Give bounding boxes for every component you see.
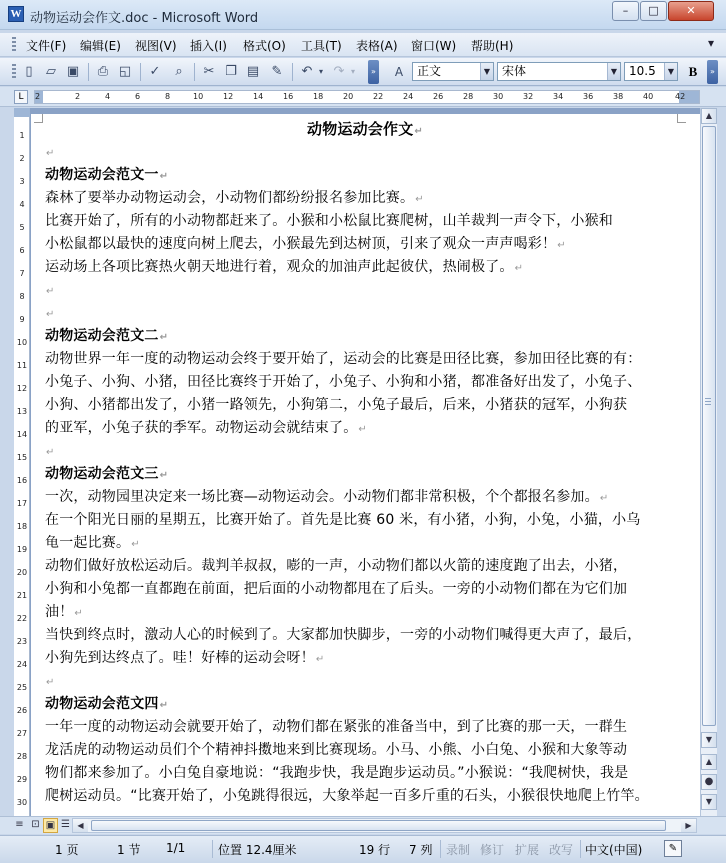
text-line bbox=[45, 716, 685, 739]
line-text: 小狗和小兔都一直都跑在前面，把后面的小动物都甩在了后头。一旁的小动物们都在为它们加 bbox=[45, 581, 628, 597]
line-text: 小狗先到达终点了。哇！好棒的运动会呀！ bbox=[45, 650, 315, 666]
scroll-grip bbox=[705, 398, 711, 406]
ruler-tick: 38 bbox=[613, 92, 624, 101]
paragraph-mark: ↵ bbox=[46, 447, 55, 458]
status-page-of: 1/1 bbox=[166, 841, 186, 855]
line-text: 小松鼠都以最快的速度向树上爬去，小猴最先到达树顶，引来了观众一声声喝彩！ bbox=[45, 236, 557, 252]
ruler-tick: 12 bbox=[223, 92, 234, 101]
document-body[interactable] bbox=[45, 118, 685, 808]
text-line bbox=[45, 555, 685, 578]
vertical-scroll-thumb[interactable] bbox=[702, 126, 716, 726]
paste-icon[interactable]: ▤ bbox=[246, 64, 260, 79]
bold-button[interactable]: B bbox=[688, 64, 698, 79]
title-bar bbox=[0, 0, 726, 30]
vruler-tick: 13 bbox=[16, 407, 28, 416]
status-position: 位置 12.4厘米 bbox=[218, 843, 297, 857]
toolbar-separator bbox=[292, 63, 293, 81]
status-section: 1 节 bbox=[117, 843, 141, 857]
ruler-tick: 40 bbox=[643, 92, 654, 101]
toolbar-separator bbox=[140, 63, 141, 81]
vruler-tick: 29 bbox=[16, 775, 28, 784]
text-line bbox=[45, 739, 685, 762]
line-text: 动物运动会范文一 bbox=[45, 167, 159, 183]
menu-window[interactable]: 窗口(W) bbox=[411, 39, 457, 53]
line-text: 油！ bbox=[45, 604, 74, 620]
line-text: 动物们做好放松运动后。裁判羊叔叔，嘭的一声，小动物们都以火箭的速度跑了出去，小猪， bbox=[45, 558, 628, 574]
normal-view-icon[interactable]: ≡ bbox=[15, 819, 24, 830]
line-text: 动物运动会范文三 bbox=[45, 466, 159, 482]
vruler-tick: 19 bbox=[16, 545, 28, 554]
line-text: 运动场上各项比赛热火朝天地进行着，观众的加油声此起彼伏，热闹极了。 bbox=[45, 259, 514, 275]
vruler-tick: 2 bbox=[19, 154, 25, 163]
undo-icon[interactable]: ↶ bbox=[301, 64, 313, 79]
ruler-tick: 14 bbox=[253, 92, 264, 101]
paragraph-mark: ↵ bbox=[131, 539, 140, 550]
minimize-button[interactable]: – bbox=[612, 1, 639, 21]
status-bar bbox=[0, 835, 726, 863]
vruler-tick: 22 bbox=[16, 614, 28, 623]
text-line bbox=[45, 486, 685, 509]
vruler-tick: 12 bbox=[16, 384, 28, 393]
tab-selector[interactable]: L bbox=[14, 90, 28, 104]
vruler-tick: 1 bbox=[19, 131, 25, 140]
ruler-tick: 26 bbox=[433, 92, 444, 101]
menu-tools[interactable]: 工具(T) bbox=[301, 39, 342, 53]
text-line bbox=[45, 210, 685, 233]
horizontal-scroll-thumb[interactable] bbox=[91, 820, 666, 831]
ruler-tick: 24 bbox=[403, 92, 414, 101]
scroll-up-icon[interactable]: ▲ bbox=[701, 108, 717, 124]
scroll-down-icon[interactable]: ▼ bbox=[701, 732, 717, 748]
line-text: 龟一起比赛。 bbox=[45, 535, 131, 551]
vruler-tick: 18 bbox=[16, 522, 28, 531]
font-value: 宋体 bbox=[502, 64, 527, 78]
select-browse-object-icon[interactable]: ● bbox=[701, 774, 717, 790]
menu-bar bbox=[0, 33, 726, 57]
ruler-tick: 34 bbox=[553, 92, 564, 101]
text-line bbox=[45, 601, 685, 624]
section-heading bbox=[45, 325, 685, 348]
ruler-tick: 42 bbox=[675, 92, 686, 101]
paragraph-mark: ↵ bbox=[415, 194, 424, 205]
empty-paragraph bbox=[45, 279, 685, 302]
formatting-toolbar bbox=[0, 58, 726, 86]
ruler-tick: 30 bbox=[493, 92, 504, 101]
toolbar-options-icon[interactable]: » bbox=[707, 60, 718, 84]
paragraph-mark: ↵ bbox=[414, 126, 423, 137]
empty-paragraph bbox=[45, 141, 685, 164]
view-scroll-bar bbox=[0, 816, 726, 834]
copy-icon[interactable]: ❐ bbox=[225, 64, 237, 79]
document-title bbox=[45, 118, 685, 141]
line-text: 森林了要举办动物运动会，小动物们都纷纷报名参加比赛。 bbox=[45, 190, 415, 206]
ruler-tick: 20 bbox=[343, 92, 354, 101]
ruler-tick: 6 bbox=[135, 92, 141, 101]
next-page-icon[interactable]: ▼ bbox=[701, 794, 717, 810]
paragraph-mark: ↵ bbox=[557, 240, 566, 251]
font-size-value: 10.5 bbox=[629, 64, 656, 78]
maximize-button[interactable]: □ bbox=[640, 1, 667, 21]
text-line bbox=[45, 647, 685, 670]
line-text: 动物运动会范文四 bbox=[45, 696, 159, 712]
line-text: 小兔子、小狗、小猪，田径比赛终于开始了，小兔子、小狗和小猪，都准备好出发了，小兔子、 bbox=[45, 374, 642, 390]
line-text: 一次，动物园里决定来一场比赛—动物运动会。小动物们都非常积极，个个都报名参加。 bbox=[45, 489, 599, 505]
save-icon[interactable]: ▣ bbox=[66, 64, 80, 79]
line-text: 动物运动会范文二 bbox=[45, 328, 159, 344]
format-painter-icon[interactable]: ✎ bbox=[271, 64, 283, 79]
close-button[interactable]: ✕ bbox=[668, 1, 714, 21]
toolbar-grip[interactable] bbox=[12, 64, 16, 80]
empty-paragraph bbox=[45, 670, 685, 693]
paragraph-mark: ↵ bbox=[46, 286, 55, 297]
ruler-tick: 4 bbox=[105, 92, 111, 101]
research-icon[interactable]: ⌕ bbox=[175, 64, 183, 79]
style-combo[interactable] bbox=[412, 62, 494, 81]
status-separator bbox=[580, 840, 581, 858]
horizontal-ruler[interactable] bbox=[34, 90, 700, 104]
ruler-tick: 28 bbox=[463, 92, 474, 101]
paragraph-mark: ↵ bbox=[74, 608, 83, 619]
vruler-tick: 9 bbox=[19, 315, 25, 324]
vruler-tick: 25 bbox=[16, 683, 28, 692]
toolbar-separator bbox=[194, 63, 195, 81]
text-line bbox=[45, 187, 685, 210]
paragraph-mark: ↵ bbox=[358, 424, 367, 435]
top-margin-area bbox=[14, 108, 30, 117]
paragraph-mark: ↵ bbox=[159, 332, 169, 343]
vertical-ruler[interactable] bbox=[14, 108, 30, 816]
print-icon[interactable]: ⎙ bbox=[97, 64, 109, 79]
chevron-down-icon[interactable]: ▼ bbox=[607, 63, 620, 80]
new-document-icon[interactable]: ▯ bbox=[25, 64, 33, 79]
open-icon[interactable]: ▱ bbox=[46, 64, 56, 79]
line-text: 的亚军，小兔子获的季军。动物运动会就结束了。 bbox=[45, 420, 358, 436]
web-layout-icon[interactable]: ⊡ bbox=[31, 819, 40, 830]
text-line bbox=[45, 394, 685, 417]
line-text: 在一个阳光日丽的星期五，比赛开始了。首先是比赛 60 米，有小猪，小狗，小兔，小猫，小乌 bbox=[45, 512, 641, 528]
section-heading bbox=[45, 164, 685, 187]
document-area bbox=[14, 108, 700, 816]
section-heading bbox=[45, 463, 685, 486]
undo-dropdown-icon[interactable]: ▾ bbox=[318, 67, 323, 76]
paragraph-mark: ↵ bbox=[46, 148, 55, 159]
vruler-tick: 6 bbox=[19, 246, 25, 255]
vruler-tick: 24 bbox=[16, 660, 28, 669]
ruler-tick: 36 bbox=[583, 92, 594, 101]
vruler-tick: 27 bbox=[16, 729, 28, 738]
ruler-tick: 16 bbox=[283, 92, 294, 101]
vruler-tick: 7 bbox=[19, 269, 25, 278]
style-value: 正文 bbox=[417, 64, 442, 78]
line-text: 比赛开始了，所有的小动物都赶来了。小猴和小松鼠比赛爬树，山羊裁判一声令下，小猴和 bbox=[45, 213, 613, 229]
line-text: 当快到终点时，激动人心的时候到了。大家都加快脚步，一旁的小动物们喊得更大声了，最后， bbox=[45, 627, 642, 643]
status-separator bbox=[440, 840, 441, 858]
text-line bbox=[45, 256, 685, 279]
paragraph-mark: ↵ bbox=[514, 263, 524, 274]
status-track-changes[interactable]: 修订 bbox=[480, 843, 505, 857]
menubar-more-icon[interactable]: ▾ bbox=[707, 36, 715, 50]
status-row: 19 行 bbox=[359, 843, 391, 857]
status-record[interactable]: 录制 bbox=[446, 843, 471, 857]
menu-edit[interactable]: 编辑(E) bbox=[80, 39, 121, 53]
spelling-status-icon[interactable]: ✎ bbox=[664, 840, 682, 857]
font-combo[interactable] bbox=[497, 62, 621, 81]
ruler-row bbox=[0, 87, 726, 107]
empty-paragraph bbox=[45, 302, 685, 325]
status-language[interactable]: 中文(中国) bbox=[585, 843, 643, 857]
redo-icon[interactable]: ↷ bbox=[333, 64, 345, 79]
ruler-tick: 18 bbox=[313, 92, 324, 101]
ruler-tick: 8 bbox=[165, 92, 171, 101]
menu-format[interactable]: 格式(O) bbox=[243, 39, 286, 53]
status-overtype[interactable]: 改写 bbox=[549, 843, 574, 857]
line-text: 物们都来参加了。小白兔自豪地说：“我跑步快，我是跑步运动员。”小猴说：“我爬树快，我是 bbox=[45, 765, 629, 781]
line-text: 小狗、小猪都出发了，小猪一路领先，小狗第二，小兔子最后，后来，小猪获的冠军，小狗获 bbox=[45, 397, 628, 413]
crop-mark bbox=[34, 114, 43, 123]
vruler-tick: 26 bbox=[16, 706, 28, 715]
ruler-tick: 2 bbox=[75, 92, 81, 101]
empty-paragraph bbox=[45, 440, 685, 463]
ruler-tick: 32 bbox=[523, 92, 534, 101]
text-line bbox=[45, 624, 685, 647]
ruler-tick: 2 bbox=[35, 92, 41, 101]
text-line bbox=[45, 762, 685, 785]
vruler-tick: 28 bbox=[16, 752, 28, 761]
vruler-tick: 10 bbox=[16, 338, 28, 347]
font-size-combo[interactable] bbox=[624, 62, 678, 81]
menu-view[interactable]: 视图(V) bbox=[135, 39, 177, 53]
scroll-left-icon[interactable]: ◀ bbox=[73, 819, 88, 832]
vruler-tick: 14 bbox=[16, 430, 28, 439]
vruler-tick: 21 bbox=[16, 591, 28, 600]
text-line bbox=[45, 509, 685, 532]
vruler-tick: 30 bbox=[16, 798, 28, 807]
text-line bbox=[45, 417, 685, 440]
vruler-tick: 3 bbox=[19, 177, 25, 186]
outline-view-icon[interactable]: ☰ bbox=[61, 819, 70, 830]
line-text: 动物世界一年一度的动物运动会终于要开始了，运动会的比赛是田径比赛，参加田径比赛的有： bbox=[45, 351, 642, 367]
vruler-tick: 5 bbox=[19, 223, 25, 232]
paragraph-mark: ↵ bbox=[159, 470, 169, 481]
window-title: 动物运动会作文.doc - Microsoft Word bbox=[30, 11, 259, 26]
paragraph-mark: ↵ bbox=[315, 654, 325, 665]
paragraph-mark: ↵ bbox=[599, 493, 609, 504]
redo-dropdown-icon[interactable]: ▾ bbox=[350, 67, 355, 76]
menu-file[interactable]: 文件(F) bbox=[26, 39, 67, 53]
ruler-tick: 10 bbox=[193, 92, 204, 101]
horizontal-scrollbar[interactable] bbox=[72, 818, 697, 833]
vruler-tick: 23 bbox=[16, 637, 28, 646]
scroll-right-icon[interactable]: ▶ bbox=[681, 819, 696, 832]
line-text: 龙活虎的动物运动员们个个精神抖擞地来到比赛现场。小马、小熊、小白兔、小猴和大象等动 bbox=[45, 742, 628, 758]
paragraph-mark: ↵ bbox=[159, 171, 169, 182]
line-text: 爬树运动员。“比赛开始了，小兔跳得很远，大象举起一百多斤重的石头，小猴很快地爬上竹竿。 bbox=[45, 788, 649, 804]
menu-table[interactable]: 表格(A) bbox=[356, 39, 398, 53]
menubar-grip[interactable] bbox=[12, 37, 16, 53]
menu-insert[interactable]: 插入(I) bbox=[190, 39, 227, 53]
vruler-tick: 17 bbox=[16, 499, 28, 508]
status-extend[interactable]: 扩展 bbox=[515, 843, 540, 857]
cut-icon[interactable]: ✂ bbox=[203, 64, 215, 79]
text-line bbox=[45, 233, 685, 256]
vertical-scrollbar[interactable] bbox=[700, 108, 717, 816]
status-column: 7 列 bbox=[409, 843, 433, 857]
toolbar-options-icon[interactable]: » bbox=[368, 60, 379, 84]
vruler-tick: 11 bbox=[16, 361, 28, 370]
print-layout-icon[interactable]: ▣ bbox=[43, 818, 58, 833]
section-heading bbox=[45, 693, 685, 716]
text-line bbox=[45, 348, 685, 371]
spelling-icon[interactable]: ✓ bbox=[149, 64, 161, 79]
vruler-tick: 20 bbox=[16, 568, 28, 577]
ruler-tick: 22 bbox=[373, 92, 384, 101]
paragraph-mark: ↵ bbox=[159, 700, 169, 711]
vruler-tick: 16 bbox=[16, 476, 28, 485]
menu-help[interactable]: 帮助(H) bbox=[471, 39, 514, 53]
document-page[interactable] bbox=[31, 114, 700, 816]
chevron-down-icon[interactable]: ▼ bbox=[480, 63, 493, 80]
vruler-tick: 4 bbox=[19, 200, 25, 209]
document-title-text: 动物运动会作文 bbox=[307, 120, 414, 138]
word-app-icon[interactable]: W bbox=[8, 6, 24, 22]
styles-formatting-icon[interactable]: A bbox=[394, 65, 404, 79]
vruler-tick: 8 bbox=[19, 292, 25, 301]
previous-page-icon[interactable]: ▲ bbox=[701, 754, 717, 770]
chevron-down-icon[interactable]: ▼ bbox=[664, 63, 677, 80]
vruler-tick: 15 bbox=[16, 453, 28, 462]
paragraph-mark: ↵ bbox=[46, 309, 55, 320]
line-text: 一年一度的动物运动会就要开始了，动物们都在紧张的准备当中，到了比赛的那一天，一群生 bbox=[45, 719, 628, 735]
text-line bbox=[45, 785, 685, 808]
paragraph-mark: ↵ bbox=[46, 677, 55, 688]
text-line bbox=[45, 578, 685, 601]
print-preview-icon[interactable]: ◱ bbox=[118, 64, 132, 79]
text-line bbox=[45, 371, 685, 394]
text-line bbox=[45, 532, 685, 555]
status-separator bbox=[212, 840, 213, 858]
toolbar-separator bbox=[88, 63, 89, 81]
status-page: 1 页 bbox=[55, 843, 79, 857]
